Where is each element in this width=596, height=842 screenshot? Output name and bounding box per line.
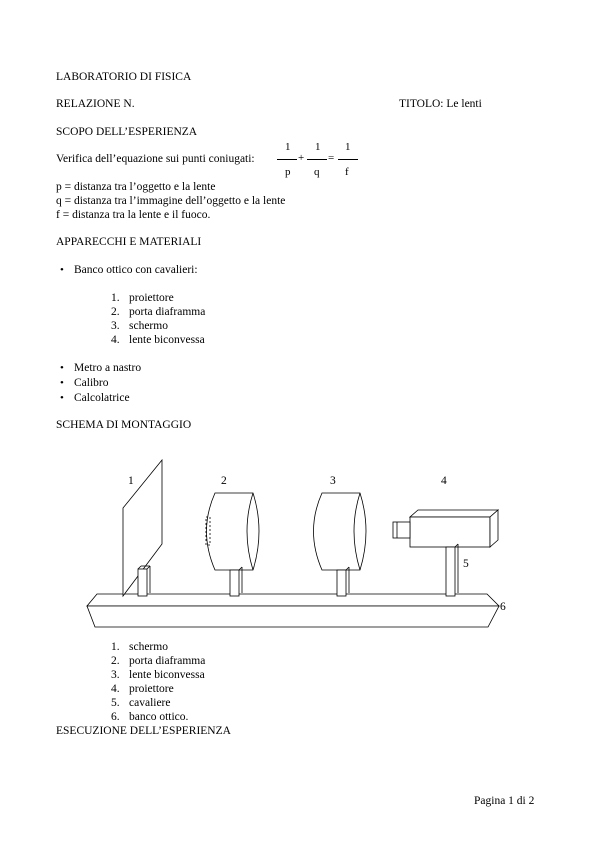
numerator-2: 1 [315, 141, 321, 153]
definition-p: p = distanza tra l’oggetto e la lente [56, 181, 216, 193]
sublist-num: 2. [111, 306, 120, 318]
bench-top [87, 594, 499, 606]
cavalier-2 [230, 570, 239, 596]
cavalier-5 [446, 547, 455, 596]
cavalier-1 [138, 569, 147, 596]
legend-num: 1. [111, 641, 120, 653]
titolo-label: TITOLO: Le lenti [399, 98, 482, 110]
sublist-num: 3. [111, 320, 120, 332]
legend-item: banco ottico. [129, 711, 189, 723]
sublist-num: 1. [111, 292, 120, 304]
legend-num: 5. [111, 697, 120, 709]
denominator-q: q [314, 166, 320, 178]
bullet-item: Metro a nastro [74, 362, 142, 374]
diagram-label-5: 5 [463, 558, 469, 570]
lens-holder-shape [314, 493, 367, 570]
projector-front [410, 517, 490, 547]
denominator-p: p [285, 166, 291, 178]
diaphragm-holder-shape [207, 493, 260, 570]
diagram-label-1: 1 [128, 475, 134, 487]
bullet-banco-ottico: Banco ottico con cavalieri: [74, 264, 198, 276]
sublist-item: proiettore [129, 292, 174, 304]
diagram-label-2: 2 [221, 475, 227, 487]
legend-item: proiettore [129, 683, 174, 695]
projector-top [410, 510, 498, 517]
scopo-heading: SCOPO DELL’ESPERIENZA [56, 126, 198, 138]
legend-num: 2. [111, 655, 120, 667]
numerator-1: 1 [285, 141, 291, 153]
legend-item: lente biconvessa [129, 669, 205, 681]
diagram-label-4: 4 [441, 475, 447, 487]
equals-sign: = [328, 152, 335, 164]
cavalier-3 [337, 570, 346, 596]
legend-num: 4. [111, 683, 120, 695]
legend-num: 3. [111, 669, 120, 681]
lab-title: LABORATORIO DI FISICA [56, 71, 192, 83]
legend-item: porta diaframma [129, 655, 206, 667]
bullet-dot: • [60, 264, 64, 276]
sublist-num: 4. [111, 334, 120, 346]
page-number: Pagina 1 di 2 [474, 795, 535, 807]
diagram-label-3: 3 [330, 475, 336, 487]
esecuzione-heading: ESECUZIONE DELL’ESPERIENZA [56, 725, 231, 737]
numerator-3: 1 [345, 141, 351, 153]
projector-lens [393, 522, 410, 538]
schema-heading: SCHEMA DI MONTAGGIO [56, 419, 192, 431]
bullet-item: Calibro [74, 377, 109, 389]
sublist-item: lente biconvessa [129, 334, 205, 346]
bullet-dot: • [60, 392, 64, 404]
definition-f: f = distanza tra la lente e il fuoco. [56, 209, 211, 221]
diagram-label-6: 6 [500, 601, 506, 613]
bullet-item: Calcolatrice [74, 392, 130, 404]
bullet-dot: • [60, 377, 64, 389]
verifica-text: Verifica dell’equazione sui punti coniugati: [56, 153, 255, 165]
bullet-dot: • [60, 362, 64, 374]
definition-q: q = distanza tra l’immagine dell’oggetto e la lente [56, 195, 286, 207]
bench-front [87, 606, 499, 627]
legend-num: 6. [111, 711, 120, 723]
legend-item: cavaliere [129, 697, 171, 709]
sublist-item: schermo [129, 320, 168, 332]
apparecchi-heading: APPARECCHI E MATERIALI [56, 236, 202, 248]
plus-sign: + [298, 152, 305, 164]
relazione-label: RELAZIONE N. [56, 98, 135, 110]
sublist-item: porta diaframma [129, 306, 206, 318]
denominator-f: f [345, 166, 349, 178]
legend-item: schermo [129, 641, 168, 653]
